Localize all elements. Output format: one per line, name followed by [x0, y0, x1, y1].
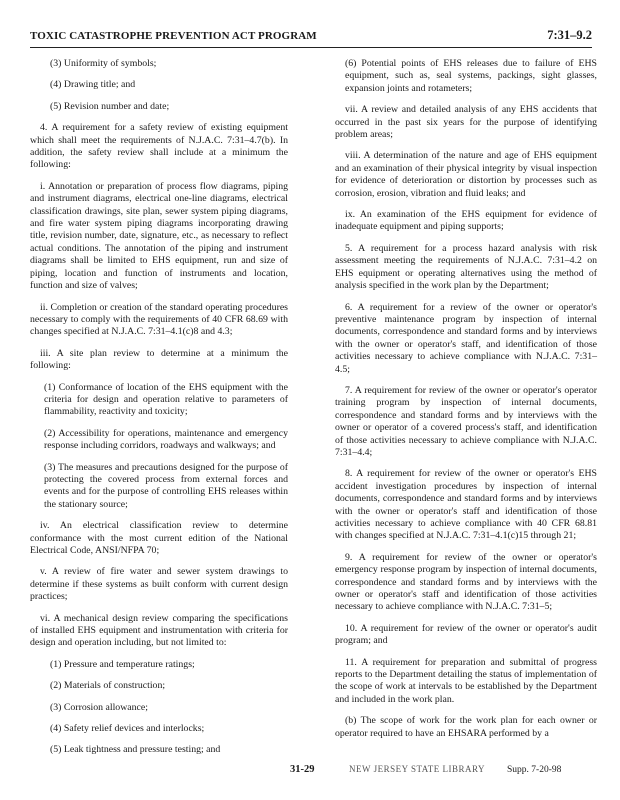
library-stamp: NEW JERSEY STATE LIBRARY: [349, 764, 486, 774]
paragraph: 11. A requirement for preparation and submittal of progress reports to the Department detailing the status of implementation of the scope of work at intervals to be established by the Department and included in the work plan.: [335, 656, 597, 705]
paragraph: viii. A determination of the nature and age of EHS equipment and an examination of their physical integrity by visual inspection for evidence of deterioration or distortion by processes such as corrosion, erosion, vibration and fluid leaks; and: [335, 150, 597, 199]
list-item: (4) Safety relief devices and interlocks;: [50, 723, 205, 735]
list-item: (3) Corrosion allowance;: [50, 701, 148, 713]
paragraph: 4. A requirement for a safety review of existing equipment which shall meet the requirements of N.J.A.C. 7:31–4.7(b). In addition, the safety review shall include at a minimum the following:: [30, 122, 288, 171]
paragraph: 9. A requirement for review of the owner or operator's emergency response program by inspection of internal documents, correspondence and standard forms and by interviews with the owner or operator's staff and identification of those activities necessary to achieve compliance with N.J.A.C. 7:31–5;: [335, 551, 597, 613]
left-column: [30, 58, 288, 766]
header-title: TOXIC CATASTROPHE PREVENTION ACT PROGRAM: [30, 30, 317, 42]
paragraph: iv. An electrical classification review to determine conformance with the most current edition of the National Electrical Code, ANSI/NFPA 70;: [30, 520, 288, 556]
section-code: 7:31–9.2: [547, 28, 592, 42]
paragraph: ii. Completion or creation of the standard operating procedures necessary to comply with the requirements of 40 CFR 68.69 with changes specified at N.J.A.C. 7:31–4.1(c)8 and 4.3;: [30, 301, 288, 338]
supplement-date: Supp. 7-20-98: [507, 765, 562, 775]
list-item: (2) Materials of construction;: [50, 680, 166, 692]
paragraph: v. A review of fire water and sewer system drawings to determine if these systems as built conform with current design practices;: [30, 566, 288, 603]
list-item: (2) Accessibility for operations, maintenance and emergency response including corridors, roadways and walkways; and: [44, 427, 288, 452]
paragraph: ix. An examination of the EHS equipment for evidence of inadequate equipment and piping supports;: [335, 209, 597, 233]
list-item: (3) The measures and precautions designed for the purpose of protecting the covered process from external forces and events and for the purpose of controlling EHS releases within the stationary source;: [44, 461, 288, 510]
list-item: (1) Pressure and temperature ratings;: [50, 658, 195, 670]
page-number: 31-29: [290, 764, 315, 775]
paragraph: i. Annotation or preparation of process flow diagrams, piping and instrument diagrams, electrical one-line diagrams, electrical classification drawings, site plan, sewer system piping diagrams, and fire water system piping diagrams incorporating drawing title, revision number, date, signature, etc., as necessary to reflect actual conditions. The annotation of the piping and instrument diagrams shall be limited to EHS equipment, run and size of piping, location and function of instruments and location, function and size of valves;: [30, 180, 288, 292]
paragraph: 5. A requirement for a process hazard analysis with risk assessment meeting the requirements of N.J.A.C. 7:31–4.2 on EHS equipment or operating alternatives using the method of analysis specified in the work plan by the Department;: [335, 242, 597, 292]
paragraph: 10. A requirement for review of the owner or operator's audit program; and: [335, 622, 597, 647]
list-item: (5) Leak tightness and pressure testing; and: [50, 744, 221, 756]
running-header: [30, 27, 592, 48]
paragraph: 7. A requirement for review of the owner or operator's operator training program by inspection of internal documents, correspondence and standard forms and by interviews with the owner or operator of a covered process's staff, and identification of those activities necessary to achieve compliance with N.J.A.C. 7:31–4.4;: [335, 384, 597, 458]
paragraph: vi. A mechanical design review comparing the specifications of installed EHS equipment and instrumentation with criteria for design and operation including, but not limited to:: [30, 612, 288, 649]
paragraph: (b) The scope of work for the work plan for each owner or operator required to have an EHSARA performed by a: [335, 715, 597, 739]
paragraph: vii. A review and detailed analysis of any EHS accidents that occurred in the past six years for the purpose of identifying problem areas;: [335, 104, 597, 141]
paragraph: 8. A requirement for review of the owner or operator's EHS accident investigation procedures by inspection of internal documents, correspondence and standard forms and by interviews with the owner or operator's staff and identification of those activities necessary to achieve compliance with 40 CFR 68.81 with changes specified at N.J.A.C. 7:31–4.1(c)15 through 21;: [335, 468, 597, 542]
list-item: (1) Conformance of location of the EHS equipment with the criteria for design and operation relative to parameters of flammability, reactivity and toxicity;: [44, 381, 288, 418]
list-item: (4) Drawing title; and: [50, 79, 136, 91]
list-item: (6) Potential points of EHS releases due to failure of EHS equipment, such as, seal systems, packings, sight glasses, expansion joints and rotameters;: [345, 58, 597, 94]
paragraph: 6. A requirement for a review of the owner or operator's preventive maintenance program by inspection of internal documents, correspondence and standard forms and by interviews with the owner or operator's staff, and identification of those activities necessary to achieve compliance with N.J.A.C. 7:31–4.5;: [335, 301, 597, 375]
list-item: (5) Revision number and date;: [50, 100, 170, 112]
right-column: [335, 58, 597, 749]
list-item: (3) Uniformity of symbols;: [50, 58, 157, 69]
paragraph: iii. A site plan review to determine at a minimum the following:: [30, 347, 288, 372]
